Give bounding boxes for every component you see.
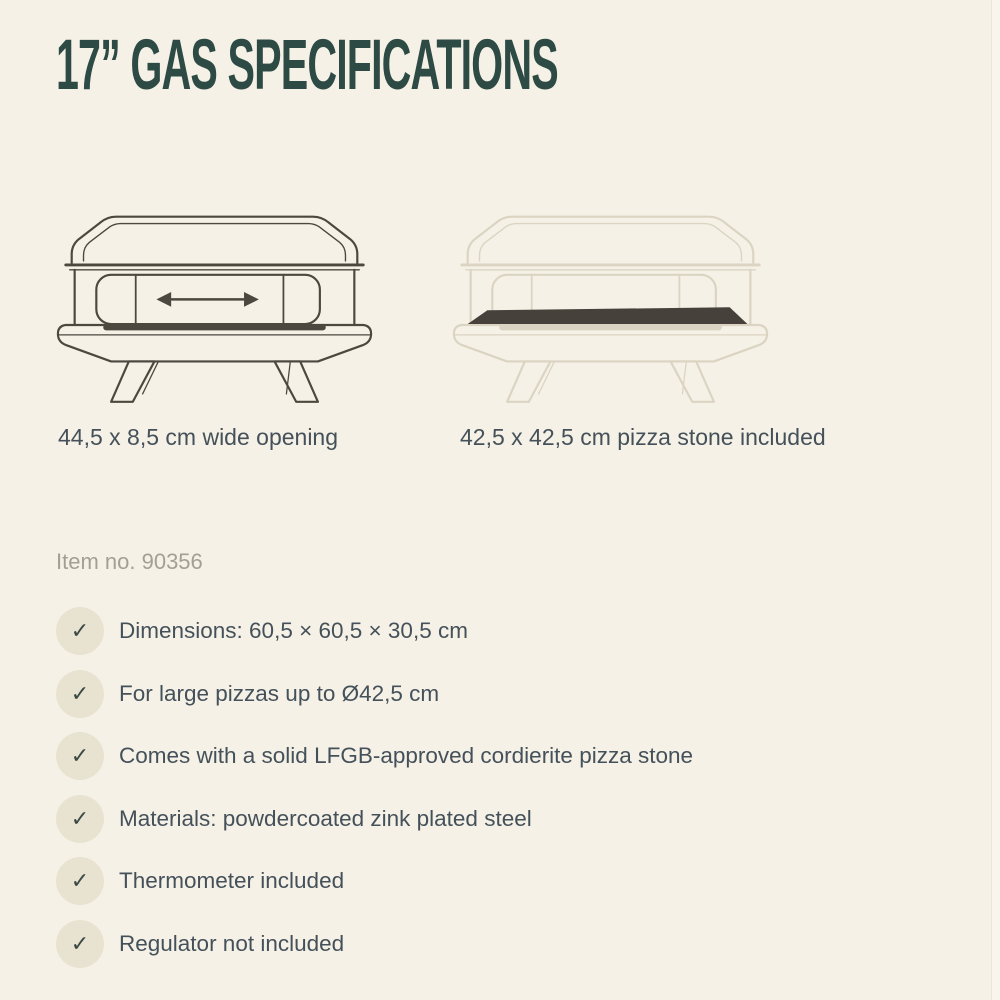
wide-opening-diagram — [52, 196, 382, 450]
feature-row — [56, 607, 876, 655]
page-title: 17” GAS SPECIFICATIONS — [56, 26, 558, 105]
feature-row — [56, 732, 876, 780]
check-icon: ✓ — [56, 732, 104, 780]
feature-label: Regulator not included — [119, 930, 345, 956]
check-icon: ✓ — [56, 920, 104, 968]
oven-line-art-faded — [448, 196, 773, 408]
item-number: Item no. 90356 — [56, 549, 203, 574]
scroll-gutter — [991, 0, 1000, 1000]
feature-label: For large pizzas up to Ø42,5 cm — [119, 680, 440, 706]
check-icon: ✓ — [56, 670, 104, 718]
feature-row — [56, 795, 876, 843]
width-arrow-icon — [156, 292, 258, 307]
feature-label: Thermometer included — [119, 868, 345, 893]
pizza-stone-diagram — [448, 196, 826, 450]
feature-label: Materials: powdercoated zink plated steel — [119, 805, 532, 831]
feature-label: Comes with a solid LFGB-approved cordierite pizza stone — [119, 743, 694, 768]
diagram-caption: 42,5 x 42,5 cm pizza stone included — [460, 424, 826, 450]
oven-line-art — [52, 196, 377, 408]
feature-list — [56, 607, 876, 982]
diagram-caption: 44,5 x 8,5 cm wide opening — [58, 424, 339, 450]
check-icon: ✓ — [56, 857, 104, 905]
pizza-stone-shape — [468, 307, 748, 324]
check-icon: ✓ — [56, 795, 104, 843]
feature-label: Dimensions: 60,5 × 60,5 × 30,5 cm — [119, 618, 468, 643]
feature-row — [56, 670, 876, 718]
feature-row — [56, 857, 876, 905]
check-icon: ✓ — [56, 607, 104, 655]
feature-row — [56, 920, 876, 968]
